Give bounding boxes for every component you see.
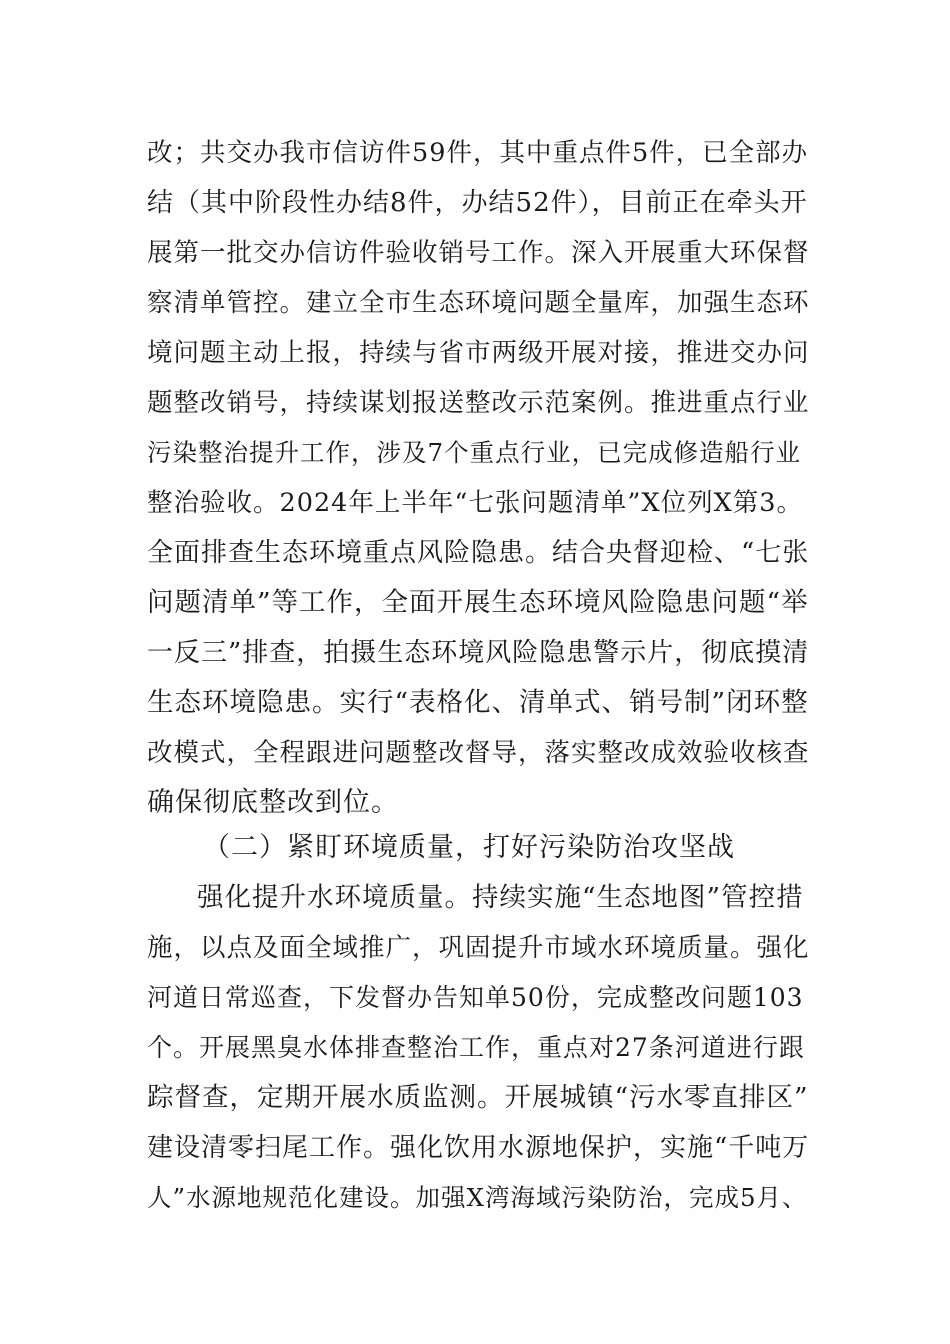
paragraph-line: 确保彻底整改到位。 bbox=[147, 787, 399, 818]
paragraph-line: 问题清单”等工作，全面开展生态环境风险隐患问题“举 bbox=[147, 587, 809, 618]
paragraph-line: 整治验收。2024年上半年“七张问题清单”X位列X第3。 bbox=[147, 488, 804, 518]
paragraph-line: 一反三”排查，拍摄生态环境风险隐患警示片，彻底摸清 bbox=[147, 638, 810, 668]
paragraph-line: 人”水源地规范化建设。加强X湾海域污染防治，完成5月、 bbox=[147, 1183, 808, 1212]
paragraph-line: 建设清零扫尾工作。强化饮用水源地保护，实施“千吨万 bbox=[147, 1133, 810, 1163]
paragraph-line: 污染整治提升工作，涉及7个重点行业，已完成修造船行业 bbox=[147, 438, 802, 467]
paragraph-line: 强化提升水环境质量。持续实施“生态地图”管控措 bbox=[197, 882, 804, 913]
section-heading: （二）紧盯环境质量，打好污染防治攻坚战 bbox=[203, 832, 735, 863]
paragraph-line: 改模式，全程跟进问题整改督导，落实整改成效验收核查 bbox=[147, 738, 810, 768]
paragraph-line: 结（其中阶段性办结8件，办结52件），目前正在牵头开 bbox=[147, 188, 808, 218]
paragraph-line: 展第一批交办信访件验收销号工作。深入开展重大环保督 bbox=[147, 238, 810, 268]
paragraph-line: 察清单管控。建立全市生态环境问题全量库，加强生态环 bbox=[147, 288, 810, 318]
paragraph-line: 施，以点及面全域推广，巩固提升市域水环境质量。强化 bbox=[147, 933, 810, 963]
paragraph-line: 改；共交办我市信访件59件，其中重点件5件，已全部办 bbox=[147, 138, 809, 168]
paragraph-line: 河道日常巡查，下发督办告知单50份，完成整改问题103 bbox=[147, 983, 804, 1012]
paragraph-line: 境问题主动上报，持续与省市两级开展对接，推进交办问 bbox=[147, 338, 810, 368]
paragraph-line: 踪督查，定期开展水质监测。开展城镇“污水零直排区” bbox=[147, 1082, 809, 1113]
paragraph-line: 个。开展黑臭水体排查整治工作，重点对27条河道进行跟 bbox=[147, 1033, 805, 1062]
paragraph-line: 题整改销号，持续谋划报送整改示范案例。推进重点行业 bbox=[147, 388, 810, 418]
paragraph-line: 生态环境隐患。实行“表格化、清单式、销号制”闭环整 bbox=[147, 687, 809, 718]
paragraph-line: 全面排查生态环境重点风险隐患。结合央督迎检、“七张 bbox=[147, 538, 810, 568]
